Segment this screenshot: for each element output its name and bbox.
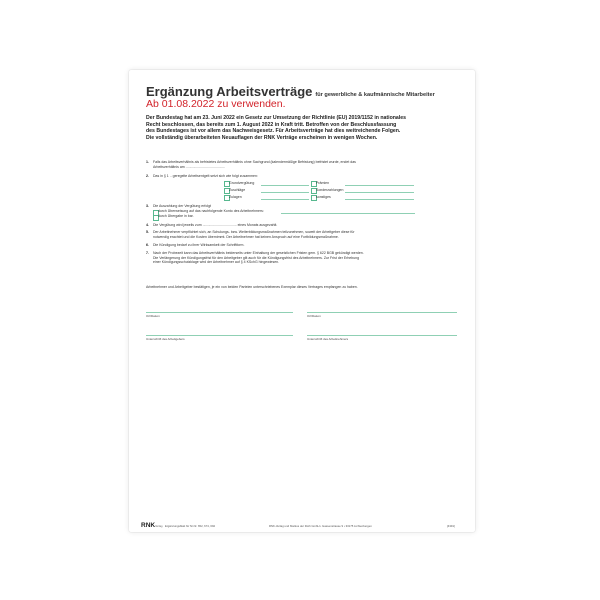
employee-signature-label: Unterschrift des Arbeitnehmers — [307, 337, 349, 341]
pay-entry-line[interactable] — [345, 185, 414, 186]
item-text: Falls das Arbeitsverhältnis als befristetes Arbeitsverhältnis ohne Sachgrund (kalendermäßige Befristung) befristet wurde, endet das — [153, 160, 356, 164]
item-3 — [146, 204, 211, 209]
pay-entry-line[interactable] — [261, 185, 309, 186]
item-text: Arbeitsverhältnis am ........................................ — [153, 164, 225, 169]
intro-paragraph — [146, 115, 458, 141]
payment-cash-label: durch Übergabe in bar. — [158, 214, 194, 218]
item-number: 3. — [146, 204, 149, 208]
payment-transfer-label: durch Überweisung auf das nachfolgende Konto des Arbeitnehmers: — [158, 209, 264, 213]
item-2 — [146, 174, 258, 179]
intro-line: Der Bundestag hat am 23. Juni 2022 ein Gesetz zur Umsetzung der Richtlinie (EU) 2019/1152 in nationales — [146, 115, 407, 121]
bank-account-line[interactable] — [281, 213, 415, 214]
item-7 — [146, 251, 364, 265]
place-date-line-employer[interactable] — [146, 312, 293, 313]
validity-subtitle: Ab 01.08.2022 zu verwenden. — [146, 98, 286, 110]
item-text: Die Verlängerung der Kündigungsfrist für den Arbeitgeber gilt auch für die Kündigungsfrist des Arbeitnehmers. Zur Frist der Erhebung — [153, 255, 360, 260]
item-number: 2. — [146, 174, 149, 178]
signature-line-employee[interactable] — [307, 335, 457, 336]
pay-entry-line[interactable] — [261, 199, 309, 200]
item-text: Nach der Probezeit kann das Arbeitsverhältnis beiderseits unter Einhaltung der gesetzlichen Fristen gem. § 622 BGB gekündigt werden. — [153, 251, 364, 255]
logo-text: RNK — [141, 522, 156, 529]
item-5 — [146, 230, 355, 239]
pay-label: Prämien — [316, 180, 330, 185]
title-main: Ergänzung Arbeitsverträge — [146, 84, 313, 99]
employer-signature-label: Unterschrift des Arbeitgebers — [146, 337, 185, 341]
pay-label: Zulagen — [229, 194, 242, 199]
footer-publisher: RNK-Verlag und Markus der Roth GmbH • Gassenstrasse 9 • 33175 Lichtenbergen — [269, 524, 372, 528]
rnk-logo — [141, 522, 162, 529]
intro-line: des Bundestages ist vor allem das Nachweisgesetz. Für Arbeitsverträge hat dies weitreichende Folgen. — [146, 128, 401, 135]
pay-label: Sonderzahlungen — [316, 187, 344, 192]
pay-label: sonstiges — [316, 194, 331, 199]
item-text: Die Kündigung bedarf zu ihrer Wirksamkeit der Schriftform. — [153, 243, 245, 247]
place-date-line-employee[interactable] — [307, 312, 457, 313]
item-text: Der Arbeitnehmer verpflichtet sich, an Schulungs- bzw. Weiterbildungsmaßnahmen teilzunehmen, soweit der Arbeitgeber diese für — [153, 230, 355, 234]
item-text: einer Kündigungsschutzklage wird der Arbeitnehmer auf § 4 KSchG hingewiesen. — [153, 260, 280, 265]
item-6 — [146, 243, 245, 248]
title-suffix: für gewerbliche & kaufmännische Mitarbeiter — [315, 92, 435, 98]
pay-entry-line[interactable] — [345, 199, 414, 200]
item-number: 1. — [146, 160, 149, 164]
footer-form-reference: Ergänzungsblatt für Nr.Nr. 652, 674, 692 — [165, 524, 216, 528]
place-date-label: Ort/Datum — [307, 314, 321, 318]
item-4 — [146, 223, 278, 228]
pay-label: Zuschläge — [229, 187, 246, 192]
item-text: notwendig erachtet und die Kosten übernimmt. Der Arbeitnehmer hat keinen Anspruch auf eine Fortbildungsmaßnahme. — [153, 234, 339, 239]
confirmation-text: Arbeitnehmer und Arbeitgeber bestätigen, je ein von beiden Parteien unterschriebenes Exemplar dieses Vertrages empfangen zu haben. — [146, 285, 358, 289]
item-text: Die Vergütung wird jeweils zum ................................... eines Monats ausgezahlt. — [153, 223, 278, 227]
pay-label: Grundvergütung — [229, 180, 255, 185]
logo-subtext: Verlag — [155, 525, 163, 528]
intro-line: Recht beschlossen, das bereits zum 1. August 2022 in Kraft tritt. Betroffen von der Beschlussfassung — [146, 121, 397, 128]
item-number: 4. — [146, 223, 149, 227]
pay-entry-line[interactable] — [345, 192, 414, 193]
item-number: 7. — [146, 251, 149, 255]
footer-form-number: [4391] — [447, 524, 455, 528]
pay-entry-line[interactable] — [261, 192, 309, 193]
item-1 — [146, 160, 356, 169]
place-date-label: Ort/Datum — [146, 314, 160, 318]
item-number: 6. — [146, 243, 149, 247]
intro-line: Die vollständig überarbeiteten Neuauflagen der RNK Verträge erscheinen in wenigen Wochen. — [146, 134, 378, 141]
item-text: Die Auszahlung der Vergütung erfolgt — [153, 204, 211, 208]
signature-line-employer[interactable] — [146, 335, 293, 336]
item-number: 5. — [146, 230, 149, 234]
item-text: Das in § 1 .. geregelte Arbeitsentgelt setzt sich wie folgt zusammen: — [153, 174, 258, 178]
document-title — [146, 84, 435, 99]
document-page — [129, 70, 475, 532]
